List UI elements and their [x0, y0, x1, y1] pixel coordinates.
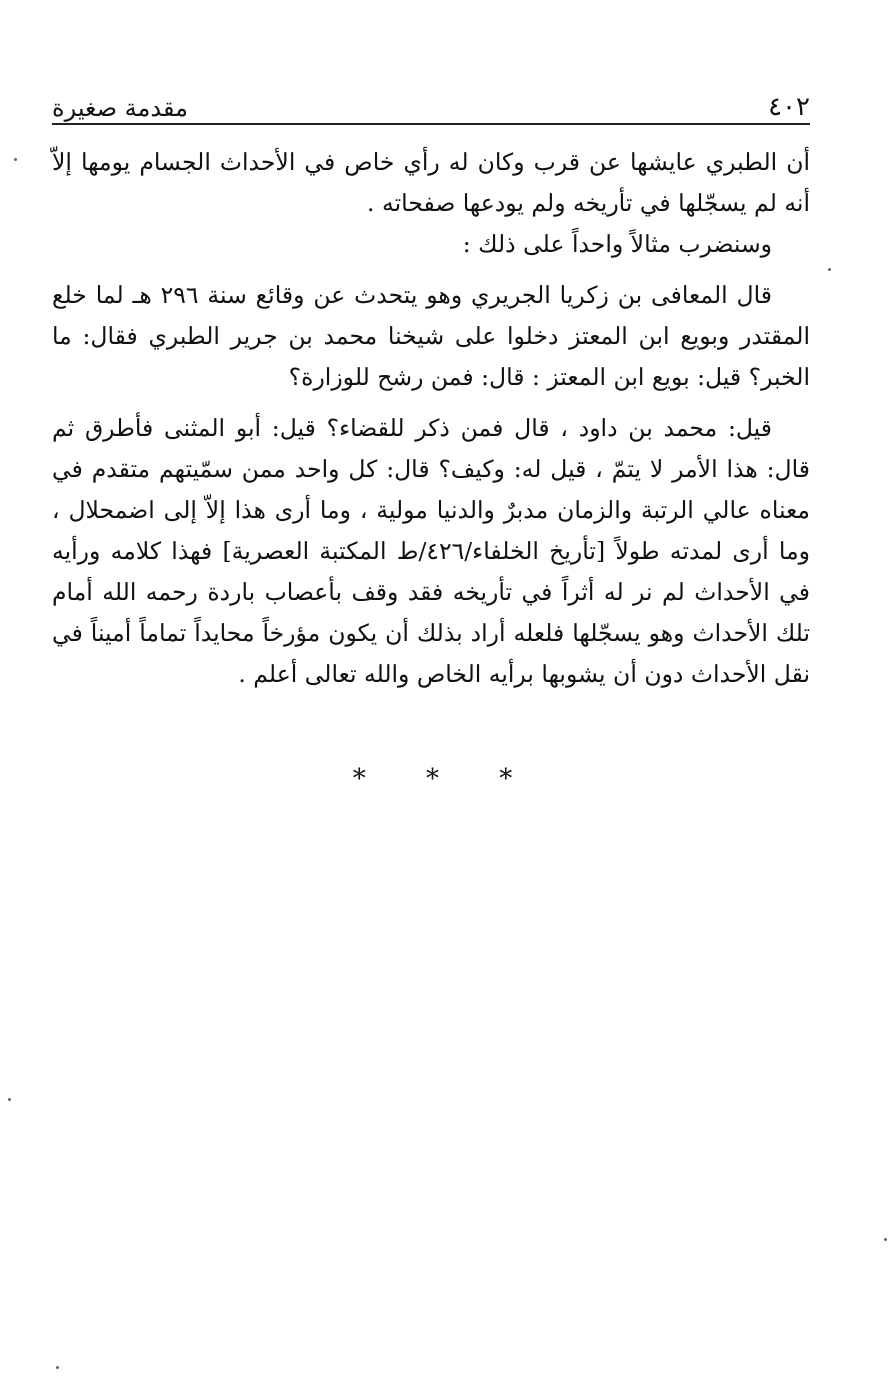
scan-speck — [8, 1098, 11, 1101]
paragraph-1: أن الطبري عايشها عن قرب وكان له رأي خاص في الأحداث الجسام يومها إلاّ أنه لم يسجّلها في تأريخه ولم يودعها صفحاته . — [52, 148, 810, 217]
paragraph-2: وسنضرب مثالاً واحداً على ذلك : — [462, 230, 772, 258]
paragraph-4: قيل: محمد بن داود ، قال فمن ذكر للقضاء؟ قيل: أبو المثنى فأطرق ثم قال: هذا الأمر لا يتمّ ، قيل له: وكيف؟ قال: كل واحد ممن سمّيتهم متقدم في معناه عالي الرتبة والزمان مدبرٌ والدنيا مولية ، وما أرى هذا إلاّ إلى اضمحلال ، وما أرى لمدته طولاً [تأريخ الخلفاء/٤٢٦/ط المكتبة العصرية] فهذا كلامه ورأيه في الأحداث لم نر له أثراً في تأريخه فقد وقف بأعصاب باردة رحمه الله أمام تلك الأحداث وهو يسجّلها فلعله أراد بذلك أن يكون مؤرخاً محايداً تماماً أميناً في نقل الأحداث دون أن يشوبها برأيه الخاص والله تعالى أعلم . — [52, 414, 811, 688]
section-separator: * * * — [352, 764, 539, 794]
scan-speck — [884, 1238, 887, 1241]
scan-speck — [56, 1366, 59, 1369]
scan-speck — [14, 158, 17, 161]
scan-speck — [828, 268, 831, 271]
body-text — [52, 142, 810, 695]
header-rule — [52, 123, 810, 125]
running-title: مقدمة صغيرة — [52, 94, 188, 122]
paragraph-3: قال المعافى بن زكريا الجريري وهو يتحدث عن وقائع سنة ٢٩٦ هـ لما خلع المقتدر وبويع ابن المعتز دخلوا على شيخنا محمد بن جرير الطبري فقال: ما الخبر؟ قيل: بويع ابن المعتز : قال: فمن رشح للوزارة؟ — [52, 281, 810, 391]
page-number: ٤٠٢ — [768, 92, 810, 122]
running-header — [52, 78, 810, 120]
